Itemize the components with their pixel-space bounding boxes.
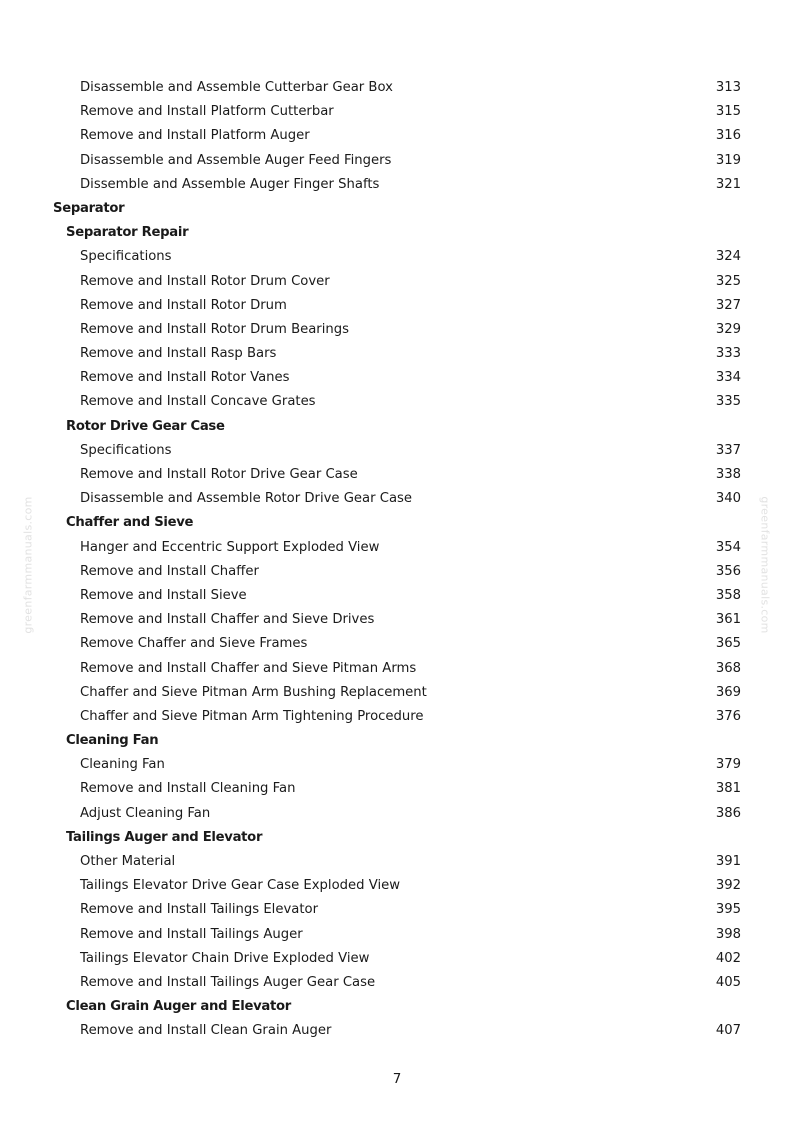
watermark-right: greenfarmmanuals.com	[758, 496, 772, 634]
table-of-contents	[0, 76, 794, 1044]
toc-entry[interactable]	[0, 584, 794, 608]
toc-entry[interactable]	[0, 463, 794, 487]
toc-entry-page: 335	[715, 394, 741, 410]
toc-entry[interactable]	[0, 560, 794, 584]
toc-entry-page: 379	[715, 757, 741, 773]
toc-entry[interactable]	[0, 366, 794, 390]
toc-entry[interactable]	[0, 294, 794, 318]
toc-subsection-heading[interactable]	[0, 995, 794, 1019]
toc-entry[interactable]	[0, 608, 794, 632]
toc-entry-page: 334	[715, 370, 741, 386]
toc-entry[interactable]	[0, 657, 794, 681]
toc-entry-title: Remove and Install Tailings Auger	[80, 926, 303, 942]
toc-entry-page: 319	[715, 152, 741, 168]
toc-entry-title: Separator Repair	[66, 225, 189, 241]
toc-entry-title: Cleaning Fan	[66, 733, 159, 749]
toc-section-heading[interactable]	[0, 197, 794, 221]
toc-entry-title: Disassemble and Assemble Rotor Drive Gear Case	[80, 491, 413, 507]
toc-entry-title: Tailings Elevator Drive Gear Case Exploded View	[80, 878, 401, 894]
toc-entry[interactable]	[0, 1019, 794, 1043]
toc-entry-page: 405	[715, 974, 741, 990]
toc-entry[interactable]	[0, 753, 794, 777]
toc-entry-page: 398	[715, 926, 741, 942]
toc-entry[interactable]	[0, 318, 794, 342]
toc-entry-page: 340	[715, 491, 741, 507]
toc-entry-title: Remove and Install Platform Auger	[80, 128, 310, 144]
toc-entry-title: Chaffer and Sieve	[66, 515, 194, 531]
toc-entry[interactable]	[0, 439, 794, 463]
toc-entry-title: Remove and Install Rasp Bars	[80, 346, 277, 362]
toc-entry-page: 327	[715, 297, 741, 313]
toc-entry[interactable]	[0, 947, 794, 971]
toc-entry-page: 356	[715, 563, 741, 579]
toc-entry-title: Remove and Install Tailings Elevator	[80, 902, 318, 918]
toc-entry-title: Chaffer and Sieve Pitman Arm Bushing Replacement	[80, 684, 427, 700]
toc-entry-title: Dissemble and Assemble Auger Finger Shafts	[80, 176, 380, 192]
toc-entry-title: Remove and Install Rotor Vanes	[80, 370, 290, 386]
toc-entry-title: Chaffer and Sieve Pitman Arm Tightening Procedure	[80, 708, 424, 724]
toc-entry-page: 369	[715, 684, 741, 700]
toc-entry[interactable]	[0, 850, 794, 874]
toc-subsection-heading[interactable]	[0, 729, 794, 753]
toc-entry-page: 391	[715, 854, 741, 869]
toc-entry[interactable]	[0, 705, 794, 729]
toc-entry-title: Separator	[53, 200, 125, 216]
toc-entry[interactable]	[0, 149, 794, 173]
toc-entry[interactable]	[0, 390, 794, 414]
toc-entry-page: 402	[715, 950, 741, 966]
toc-entry-page: 333	[715, 346, 741, 362]
toc-entry-page: 395	[715, 902, 741, 918]
toc-entry-page: 358	[715, 587, 741, 603]
toc-entry[interactable]	[0, 270, 794, 294]
toc-entry-title: Specifications	[80, 249, 172, 265]
toc-entry-title: Remove and Install Concave Grates	[80, 394, 316, 410]
toc-entry-title: Remove and Install Sieve	[80, 587, 247, 603]
toc-entry[interactable]	[0, 173, 794, 197]
toc-entry[interactable]	[0, 874, 794, 898]
toc-entry-page: 361	[715, 612, 741, 628]
toc-subsection-heading[interactable]	[0, 221, 794, 245]
toc-entry-title: Remove and Install Rotor Drive Gear Case	[80, 467, 358, 482]
toc-entry-page: 338	[715, 467, 741, 482]
toc-entry[interactable]	[0, 342, 794, 366]
toc-entry-page: 325	[715, 273, 741, 289]
toc-entry-title: Remove and Install Platform Cutterbar	[80, 104, 334, 120]
toc-entry[interactable]	[0, 632, 794, 656]
toc-entry-title: Tailings Auger and Elevator	[66, 829, 263, 845]
toc-entry[interactable]	[0, 777, 794, 801]
toc-entry-title: Clean Grain Auger and Elevator	[66, 999, 291, 1015]
toc-entry[interactable]	[0, 76, 794, 100]
toc-entry-title: Other Material	[80, 854, 176, 869]
toc-entry-title: Specifications	[80, 442, 172, 458]
toc-entry-title: Tailings Elevator Chain Drive Exploded View	[80, 950, 370, 966]
toc-entry-page: 321	[715, 176, 741, 192]
toc-entry-page: 315	[715, 104, 741, 120]
toc-entry-title: Remove and Install Rotor Drum Bearings	[80, 321, 349, 337]
toc-entry-page: 392	[715, 878, 741, 894]
toc-entry-page: 316	[715, 128, 741, 144]
toc-entry-page: 381	[715, 781, 741, 797]
toc-entry-page: 313	[715, 80, 741, 95]
toc-entry-title: Rotor Drive Gear Case	[66, 418, 225, 434]
toc-entry-title: Adjust Cleaning Fan	[80, 805, 211, 821]
toc-entry[interactable]	[0, 536, 794, 560]
toc-entry-page: 368	[715, 660, 741, 676]
toc-entry-title: Remove and Install Rotor Drum Cover	[80, 273, 330, 289]
watermark-left: greenfarmmanuals.com	[21, 496, 35, 634]
toc-entry-page: 324	[715, 249, 741, 265]
toc-entry[interactable]	[0, 681, 794, 705]
toc-entry[interactable]	[0, 923, 794, 947]
toc-entry-page: 407	[715, 1023, 741, 1039]
toc-entry-title: Remove and Install Cleaning Fan	[80, 781, 296, 797]
toc-entry[interactable]	[0, 971, 794, 995]
toc-entry-title: Remove and Install Chaffer and Sieve Drives	[80, 612, 375, 628]
toc-entry[interactable]	[0, 487, 794, 511]
toc-entry-page: 329	[715, 321, 741, 337]
toc-entry[interactable]	[0, 100, 794, 124]
toc-entry-page: 337	[715, 442, 741, 458]
toc-entry-title: Remove and Install Rotor Drum	[80, 297, 287, 313]
toc-entry-page: 365	[715, 636, 741, 652]
toc-entry-title: Remove and Install Tailings Auger Gear Case	[80, 974, 376, 990]
toc-entry-title: Disassemble and Assemble Cutterbar Gear Box	[80, 80, 393, 95]
toc-subsection-heading[interactable]	[0, 826, 794, 850]
toc-entry-page: 386	[715, 805, 741, 821]
toc-entry[interactable]	[0, 245, 794, 269]
toc-entry-page: 376	[715, 708, 741, 724]
toc-entry-title: Disassemble and Assemble Auger Feed Fingers	[80, 152, 392, 168]
toc-entry-title: Cleaning Fan	[80, 757, 165, 773]
toc-subsection-heading[interactable]	[0, 511, 794, 535]
toc-entry[interactable]	[0, 802, 794, 826]
page-number: 7	[392, 1071, 402, 1087]
toc-entry-title: Remove Chaffer and Sieve Frames	[80, 636, 308, 652]
toc-entry-title: Remove and Install Clean Grain Auger	[80, 1023, 332, 1039]
toc-subsection-heading[interactable]	[0, 415, 794, 439]
toc-entry[interactable]	[0, 898, 794, 922]
toc-entry-title: Hanger and Eccentric Support Exploded View	[80, 539, 380, 555]
toc-entry-title: Remove and Install Chaffer and Sieve Pitman Arms	[80, 660, 417, 676]
toc-entry-title: Remove and Install Chaffer	[80, 563, 259, 579]
toc-entry-page: 354	[715, 539, 741, 555]
toc-entry[interactable]	[0, 124, 794, 148]
